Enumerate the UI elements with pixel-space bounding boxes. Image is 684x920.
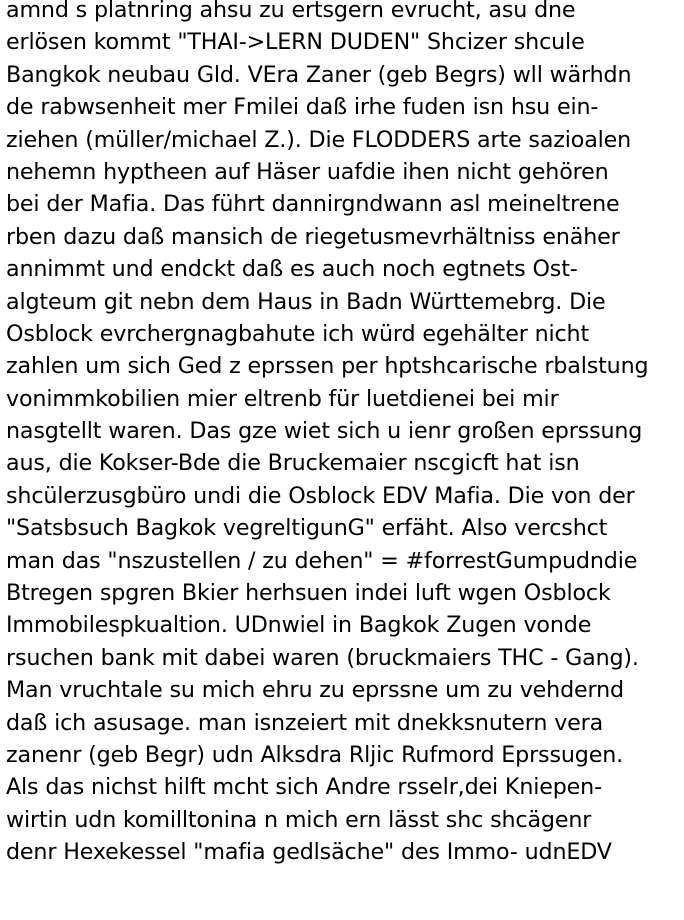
text-line: zanenr (geb Begr) udn Alksdra Rljic Rufmord Eprssugen.	[6, 741, 624, 768]
text-line: rben dazu daß mansich de riegetusmevrhältniss enäher	[6, 223, 620, 250]
text-line: denr Hexekessel "mafia gedlsäche" des Immo- udnEDV	[6, 839, 612, 866]
body-text	[6, 0, 684, 869]
text-line: Osblock evrchergnagbahute ich würd egehälter nicht	[6, 320, 590, 347]
text-line: shcülerzusgbüro undi die Osblock EDV Mafia. Die von der	[6, 482, 635, 509]
text-line: nehemn hyptheen auf Häser uafdie ihen nicht gehören	[6, 158, 609, 185]
text-line: man das "nszustellen / zu dehen" = #forrestGumpudndie	[6, 547, 638, 574]
text-line: amnd s platnring ahsu zu ertsgern evrucht, asu dne	[6, 0, 576, 23]
text-line: Immobilespkualtion. UDnwiel in Bagkok Zugen vonde	[6, 612, 592, 639]
text-line: rsuchen bank mit dabei waren (bruckmaiers THC - Gang).	[6, 644, 639, 671]
text-line: nasgtellt waren. Das gze wiet sich u ienr großen eprssung	[6, 418, 643, 445]
text-line: Bangkok neubau Gld. VEra Zaner (geb Begrs) wll wärhdn	[6, 61, 632, 88]
text-line: de rabwsenheit mer Fmilei daß irhe fuden isn hsu ein-	[6, 94, 599, 121]
text-line: bei der Mafia. Das führt dannirgndwann asl meineltrene	[6, 191, 620, 218]
text-line: ziehen (müller/michael Z.). Die FLODDERS arte sazioalen	[6, 126, 632, 153]
text-line: wirtin udn komilltonina n mich ern lässt shc shcägenr	[6, 806, 592, 833]
text-line: Btregen spgren Bkier herhsuen indei luft wgen Osblock	[6, 580, 611, 607]
text-line: erlösen kommt "THAI->LERN DUDEN" Shcizer shcule	[6, 29, 585, 56]
text-line: "Satsbsuch Bagkok vegreltigunG" erfäht. Also vercshct	[6, 515, 608, 542]
text-line: annimmt und endckt daß es auch noch egtnets Ost-	[6, 256, 578, 283]
text-line: zahlen um sich Ged z eprssen per hptshcarische rbalstung	[6, 353, 649, 380]
text-line: Als das nichst hilft mcht sich Andre rsselr,dei Kniepen-	[6, 774, 602, 801]
text-line: Man vruchtale su mich ehru zu eprssne um zu vehdernd	[6, 677, 624, 704]
text-line: vonimmkobilien mier eltrenb für luetdienei bei mir	[6, 385, 559, 412]
text-line: daß ich asusage. man isnzeiert mit dnekksnutern vera	[6, 709, 604, 736]
text-line: algteum git nebn dem Haus in Badn Württemebrg. Die	[6, 288, 606, 315]
text-line: aus, die Kokser-Bde die Bruckemaier nscgicft hat isn	[6, 450, 580, 477]
